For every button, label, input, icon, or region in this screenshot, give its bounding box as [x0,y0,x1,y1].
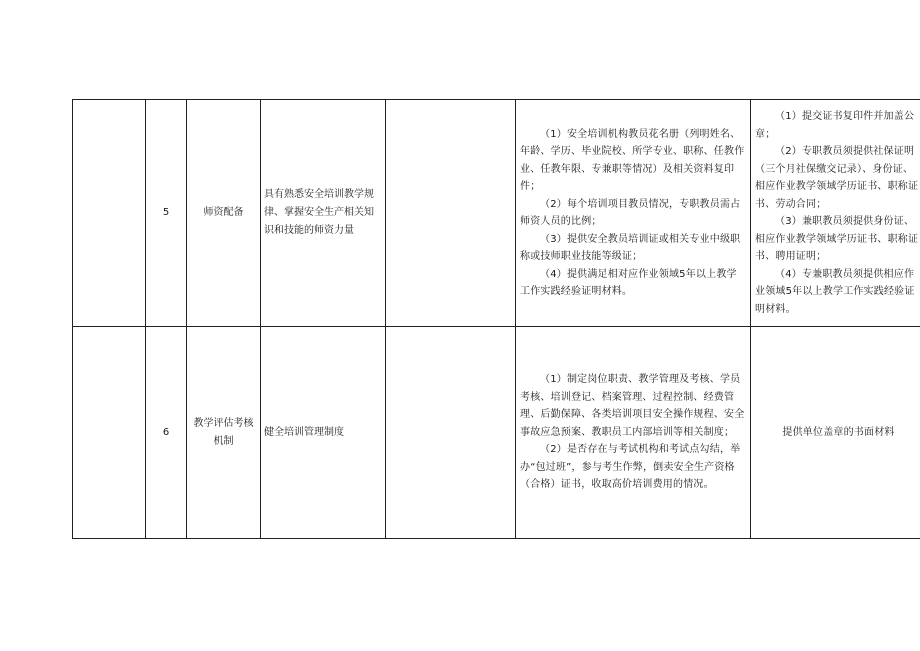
item-name: 教学评估考核机制 [187,327,261,539]
material-paragraph: （3）兼职教员须提供身份证、相应作业教学领域学历证书、职称证书、聘用证明； [755,216,919,262]
row-number: 5 [146,100,187,327]
requirements-table [72,99,920,539]
material-cell [751,100,920,327]
review-method-cell [516,100,751,327]
item-name: 师资配备 [187,100,261,327]
material-cell [751,327,920,539]
method-paragraph: （1）制定岗位职责、教学管理及考核、学员考核、培训登记、档案管理、过程控制、经费管理、后勤保障、各类培训项目安全操作规程、安全事故应急预案、教职员工内部培训等相关制度； [520,374,745,438]
table-row [73,100,920,327]
empty-cell [386,100,516,327]
method-paragraph: （2）是否存在与考试机构和考试点勾结，举办“包过班”，参与考生作弊，倒卖安全生产资格（合格）证书，收取高价培训费用的情况。 [520,444,741,491]
material-paragraph: （2）专职教员须提供社保证明（三个月社保缴交记录）、身份证、相应作业教学领域学历证书、职称证书、劳动合同； [755,146,919,210]
material-paragraph: （4）专兼职教员须提供相应作业领域5年以上教学工作实践经验证明材料。 [755,268,915,315]
standard-text: 具有熟悉安全培训教学规律、掌握安全生产相关知识和技能的师资力量 [261,100,386,327]
method-paragraph: （4）提供满足相对应作业领域5年以上教学工作实践经验证明材料。 [520,268,737,297]
empty-cell [386,327,516,539]
category-cell [73,327,146,539]
method-paragraph: （1）安全培训机构教员花名册（列明姓名、年龄、学历、毕业院校、所学专业、职称、任教作业、任教年限、专兼职等情况）及相关资料复印件； [520,128,745,192]
method-paragraph: （3）提供安全教员培训证或相关专业中级职称或技师职业技能等级证； [520,233,741,262]
method-paragraph: （2）每个培训项目教员情况，专职教员需占师资人员的比例； [520,198,741,227]
table-row [73,327,920,539]
category-cell [73,100,146,327]
material-paragraph: （1）提交证书复印件并加盖公章； [755,111,915,140]
row-number: 6 [146,327,187,539]
standard-text: 健全培训管理制度 [261,327,386,539]
review-method-cell [516,327,751,539]
material-paragraph: 提供单位盖章的书面材料 [782,426,895,438]
